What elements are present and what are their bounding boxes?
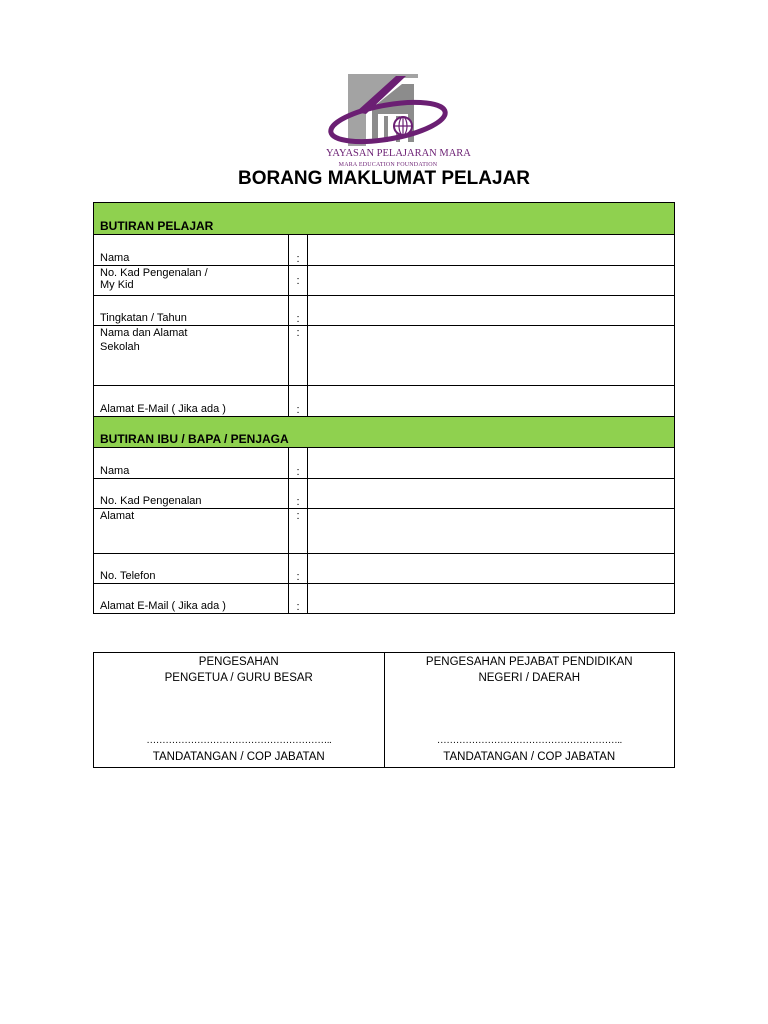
logo-subtitle-text: MARA EDUCATION FOUNDATION	[338, 162, 438, 168]
student-ic-field[interactable]	[308, 266, 675, 296]
form-row-student-school	[94, 326, 675, 386]
field-label: Tingkatan / Tahun	[94, 296, 289, 326]
field-label: Alamat	[94, 509, 289, 554]
logo-name-text: YAYASAN PELAJARAN MARA	[326, 148, 471, 159]
form-row-guardian-phone	[94, 554, 675, 584]
form-row-student-form-year	[94, 296, 675, 326]
colon: :	[289, 386, 308, 417]
section-title-student: BUTIRAN PELAJAR	[94, 203, 675, 235]
signature-heading	[94, 654, 384, 686]
signature-heading-line: PENGETUA / GURU BESAR	[164, 672, 313, 684]
colon: :	[289, 554, 308, 584]
form-row-student-ic	[94, 266, 675, 296]
signature-heading-line: NEGERI / DAERAH	[478, 672, 581, 684]
student-email-field[interactable]	[308, 386, 675, 417]
form-row-guardian-name	[94, 448, 675, 479]
field-label: Nama	[94, 448, 289, 479]
signature-table	[93, 652, 675, 768]
yayasan-pelajaran-mara-logo	[326, 70, 471, 176]
student-form-year-field[interactable]	[308, 296, 675, 326]
field-label	[94, 326, 289, 386]
signature-line: …………………………………………………..	[436, 735, 622, 746]
signature-line: …………………………………………………..	[146, 735, 332, 746]
colon: :	[289, 584, 308, 614]
field-label-line: My Kid	[100, 279, 134, 291]
section-header-student	[94, 203, 675, 235]
field-label: No. Telefon	[94, 554, 289, 584]
guardian-phone-field[interactable]	[308, 554, 675, 584]
colon: :	[289, 326, 308, 386]
signature-heading	[385, 654, 675, 686]
field-label	[94, 266, 289, 296]
signature-footer: TANDATANGAN / COP JABATAN	[443, 751, 616, 763]
colon: :	[289, 296, 308, 326]
section-header-guardian	[94, 417, 675, 448]
colon: :	[289, 509, 308, 554]
form-row-student-name	[94, 235, 675, 266]
page-title: BORANG MAKLUMAT PELAJAR	[237, 168, 531, 189]
colon: :	[289, 235, 308, 266]
field-label-line: Nama dan Alamat	[100, 327, 188, 339]
signature-footer: TANDATANGAN / COP JABATAN	[152, 751, 325, 763]
guardian-ic-field[interactable]	[308, 479, 675, 509]
student-school-field[interactable]	[308, 326, 675, 386]
signature-heading-line: PENGESAHAN PEJABAT PENDIDIKAN	[425, 656, 633, 668]
field-label-line: Sekolah	[100, 341, 140, 353]
form-row-student-email	[94, 386, 675, 417]
field-label: Alamat E-Mail ( Jika ada )	[94, 584, 289, 614]
field-label: Nama	[94, 235, 289, 266]
guardian-address-field[interactable]	[308, 509, 675, 554]
signature-heading-line: PENGESAHAN	[198, 656, 279, 668]
colon: :	[289, 266, 308, 296]
form-row-guardian-address	[94, 509, 675, 554]
colon: :	[289, 448, 308, 479]
logo-emblem-icon	[326, 70, 450, 150]
field-label-line: No. Kad Pengenalan /	[100, 267, 208, 279]
guardian-email-field[interactable]	[308, 584, 675, 614]
student-info-form	[93, 202, 675, 614]
form-row-guardian-ic	[94, 479, 675, 509]
colon: :	[289, 479, 308, 509]
field-label: No. Kad Pengenalan	[94, 479, 289, 509]
education-office-signature-box[interactable]	[384, 653, 675, 768]
student-name-field[interactable]	[308, 235, 675, 266]
form-row-guardian-email	[94, 584, 675, 614]
section-title-guardian: BUTIRAN IBU / BAPA / PENJAGA	[94, 417, 675, 448]
guardian-name-field[interactable]	[308, 448, 675, 479]
principal-signature-box[interactable]	[94, 653, 385, 768]
field-label: Alamat E-Mail ( Jika ada )	[94, 386, 289, 417]
